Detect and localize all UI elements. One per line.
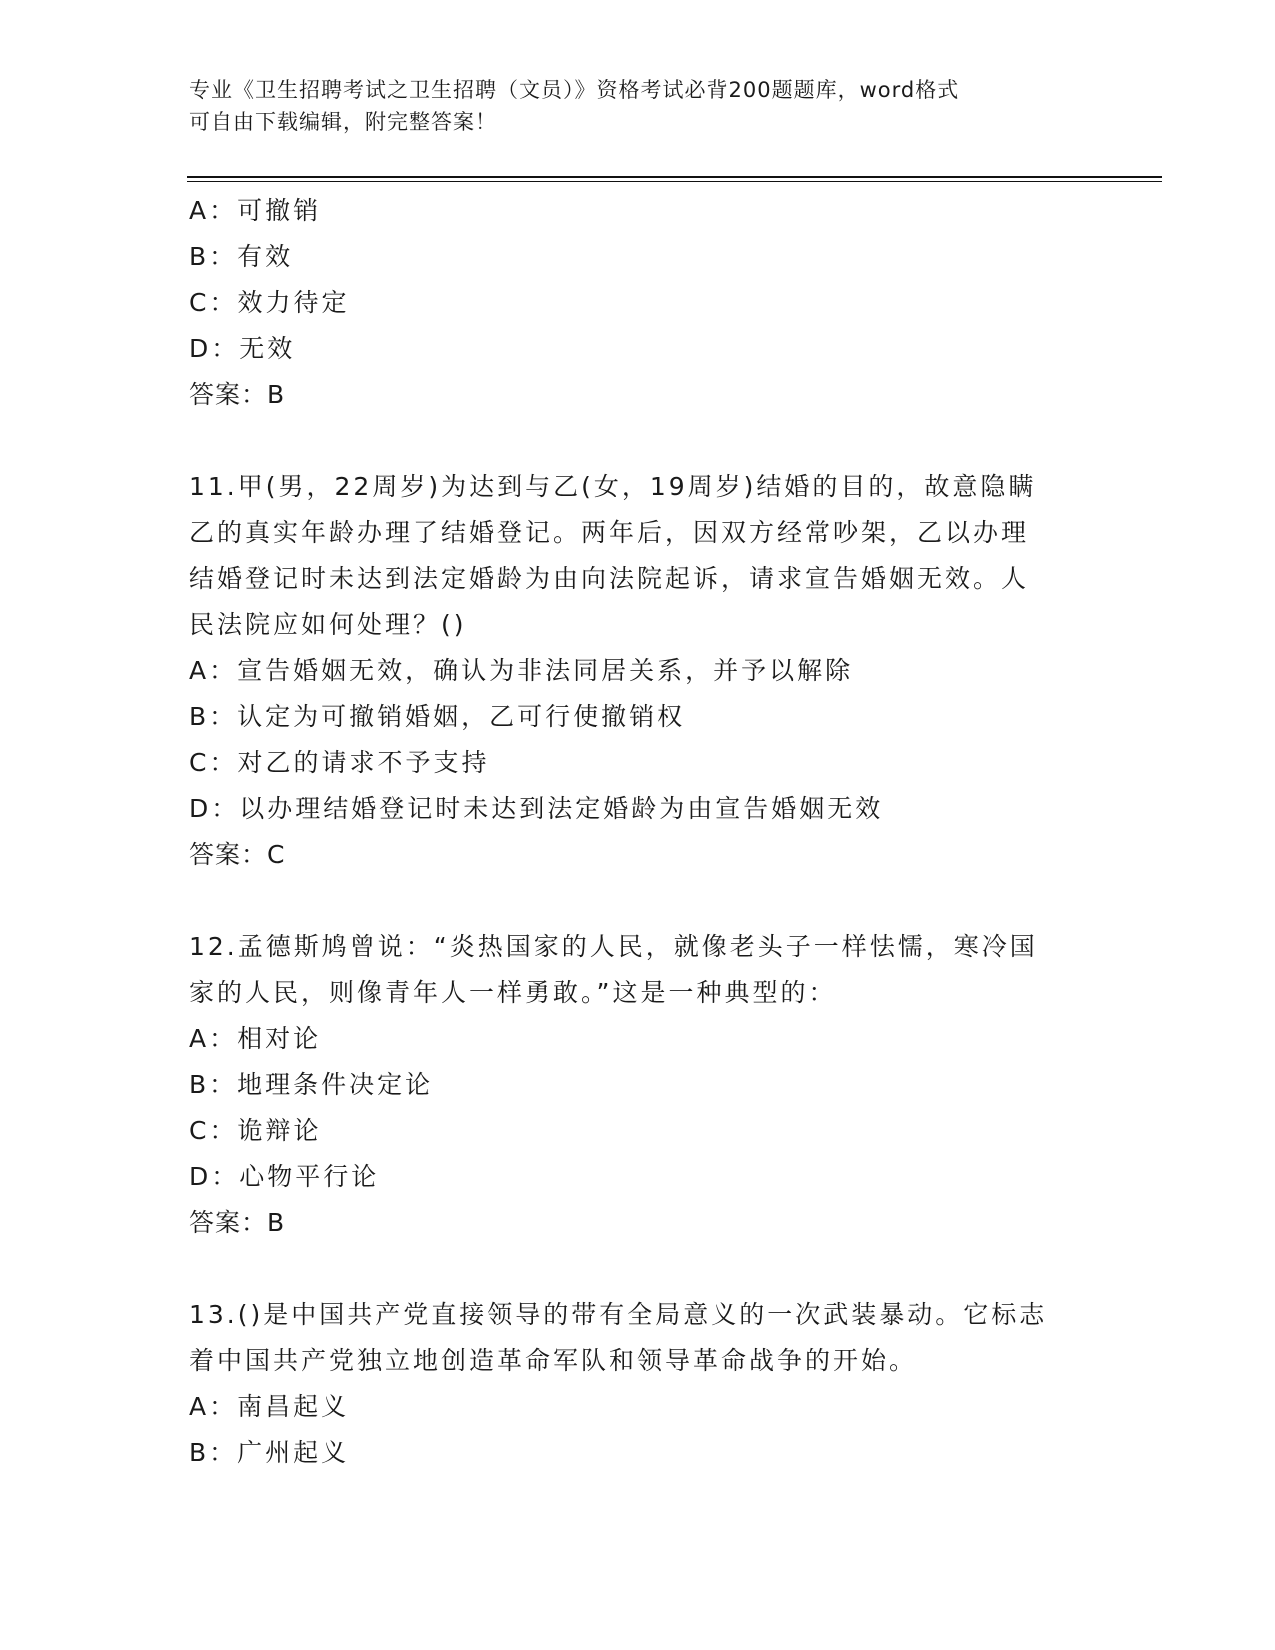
question-stem — [189, 464, 1089, 648]
stem-line: 12.孟德斯鸠曾说：“炎热国家的人民，就像老头子一样怯懦，寒冷国 — [189, 932, 1038, 961]
option-a: A：相对论 — [189, 1024, 322, 1053]
question-10-tail — [189, 188, 1089, 418]
stem-line: 结婚登记时未达到法定婚龄为由向法院起诉，请求宣告婚姻无效。人 — [189, 564, 1030, 593]
stem-line: 11.甲(男，22周岁)为达到与乙(女，19周岁)结婚的目的，故意隐瞒 — [189, 472, 1037, 501]
question-11 — [189, 464, 1089, 878]
stem-line: 乙的真实年龄办理了结婚登记。两年后，因双方经常吵架，乙以办理 — [189, 518, 1030, 547]
option-d: D：以办理结婚登记时未达到法定婚龄为由宣告婚姻无效 — [189, 794, 884, 823]
question-stem — [189, 924, 1089, 1016]
stem-line: 13.()是中国共产党直接领导的带有全局意义的一次武装暴动。它标志 — [189, 1300, 1048, 1329]
question-12 — [189, 924, 1089, 1246]
option-a: A：可撤销 — [189, 196, 322, 225]
answer-line: 答案：B — [189, 1208, 286, 1237]
answer-line: 答案：B — [189, 380, 286, 409]
stem-line: 民法院应如何处理？() — [189, 610, 467, 639]
option-b: B：有效 — [189, 242, 294, 271]
question-list — [189, 188, 1089, 1476]
question-stem — [189, 1292, 1089, 1384]
option-c: C：效力待定 — [189, 288, 350, 317]
header-divider — [187, 176, 1162, 178]
stem-line: 家的人民，则像青年人一样勇敢。”这是一种典型的： — [189, 978, 837, 1007]
question-13 — [189, 1292, 1089, 1476]
option-a: A：宣告婚姻无效，确认为非法同居关系，并予以解除 — [189, 656, 854, 685]
option-b: B：地理条件决定论 — [189, 1070, 434, 1099]
answer-line: 答案：C — [189, 840, 286, 869]
option-d: D：心物平行论 — [189, 1162, 380, 1191]
option-a: A：南昌起义 — [189, 1392, 350, 1421]
option-b: B：认定为可撤销婚姻，乙可行使撤销权 — [189, 702, 686, 731]
header-divider-thin — [187, 181, 1162, 182]
option-d: D：无效 — [189, 334, 296, 363]
option-b: B：广州起义 — [189, 1438, 350, 1467]
option-c: C：对乙的请求不予支持 — [189, 748, 490, 777]
stem-line: 着中国共产党独立地创造革命军队和领导革命战争的开始。 — [189, 1346, 918, 1375]
document-header: 专业《卫生招聘考试之卫生招聘（文员）》资格考试必背200题题库，word格式 可自由下载编辑，附完整答案！ — [189, 78, 960, 134]
option-c: C：诡辩论 — [189, 1116, 322, 1145]
